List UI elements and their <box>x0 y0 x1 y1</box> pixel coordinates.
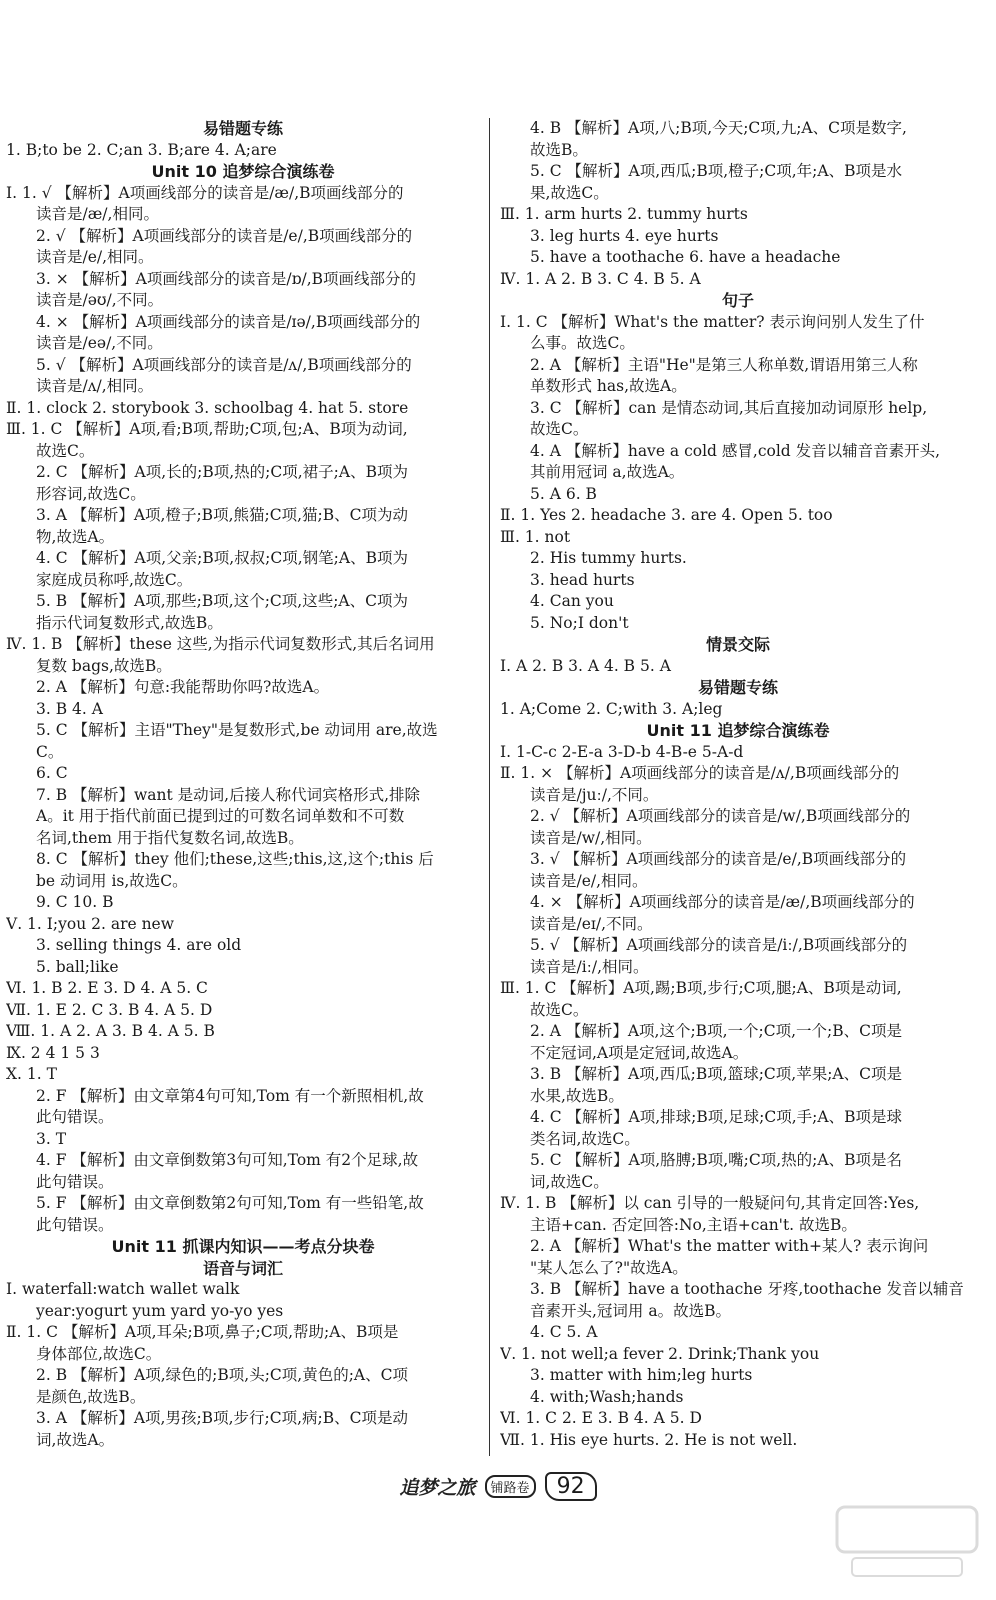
answer-line: Ⅰ. 1-C-c 2-E-a 3-D-b 4-B-e 5-A-d <box>500 742 744 761</box>
answer-line: 3. A 【解析】A项,男孩;B项,步行;C项,病;B、C项是动 <box>36 1409 408 1427</box>
answer-line: Ⅰ. 1. √ 【解析】A项画线部分的读音是/æ/,B项画线部分的 <box>6 183 404 202</box>
answer-line: 故选C。 <box>530 420 589 438</box>
answer-line: 5. C 【解析】A项,胳膊;B项,嘴;C项,热的;A、B项是名 <box>530 1151 902 1169</box>
answer-line: 2. √ 【解析】A项画线部分的读音是/w/,B项画线部分的 <box>530 807 911 825</box>
answer-line: 5. No;I don't <box>530 613 629 632</box>
answer-line: 5. ball;like <box>36 957 119 976</box>
answer-line: 名词,them 用于指代复数名词,故选B。 <box>36 828 304 847</box>
answer-line: 9. C 10. B <box>36 893 114 911</box>
answer-line: Ⅵ. 1. B 2. E 3. D 4. A 5. C <box>6 979 208 997</box>
answer-line: 词,故选C。 <box>530 1172 609 1191</box>
page-number: 92 <box>545 1472 597 1501</box>
answer-line: 主语+can. 否定回答:No,主语+can't. 故选B。 <box>530 1215 857 1234</box>
answer-line: Ⅲ. 1. C 【解析】A项,看;B项,帮助;C项,包;A、B项为动词, <box>6 420 408 438</box>
answer-line: C。 <box>36 742 64 761</box>
answer-line: be 动词用 is,故选C。 <box>36 871 188 890</box>
answer-line: 3. selling things 4. are old <box>36 936 242 954</box>
answer-line: year:yogurt yum yard yo-yo yes <box>36 1301 284 1320</box>
answer-line: "某人怎么了?"故选A。 <box>530 1258 688 1277</box>
right-column <box>500 118 976 1451</box>
answer-line: 4. A 【解析】have a cold 感冒,cold 发音以辅音音素开头, <box>530 441 941 460</box>
answer-line: 2. √ 【解析】A项画线部分的读音是/e/,B项画线部分的 <box>36 226 413 245</box>
answer-line: Ⅷ. 1. A 2. A 3. B 4. A 5. B <box>6 1022 215 1040</box>
section-heading: 情景交际 <box>705 635 770 654</box>
answer-line: 4. × 【解析】A项画线部分的读音是/æ/,B项画线部分的 <box>530 893 915 911</box>
answer-line: Ⅲ. 1. not <box>500 527 571 546</box>
answer-line: 5. A 6. B <box>530 484 597 503</box>
answer-line: 3. matter with him;leg hurts <box>530 1366 753 1384</box>
answer-line: 家庭成员称呼,故选C。 <box>36 570 193 589</box>
answer-line: 么事。故选C。 <box>530 334 635 352</box>
answer-line: 音素开头,冠词用 a。故选B。 <box>530 1301 731 1320</box>
answer-line: 2. A 【解析】主语"He"是第三人称单数,谓语用第三人称 <box>530 355 918 374</box>
answer-line: 2. B 【解析】A项,绿色的;B项,头;C项,黄色的;A、C项 <box>36 1366 408 1384</box>
answer-line: Ⅴ. 1. not well;a fever 2. Drink;Thank you <box>500 1344 820 1363</box>
answer-line: Ⅱ. 1. Yes 2. headache 3. are 4. Open 5. too <box>500 506 833 524</box>
answer-line: 4. × 【解析】A项画线部分的读音是/ɪə/,B项画线部分的 <box>36 312 421 331</box>
answer-line: Ⅱ. 1. × 【解析】A项画线部分的读音是/ʌ/,B项画线部分的 <box>500 764 900 782</box>
answer-line: 4. with;Wash;hands <box>530 1387 684 1406</box>
answer-line: Ⅳ. 1. B 【解析】these 这些,为指示代词复数形式,其后名词用 <box>6 635 435 653</box>
answer-line: 水果,故选B。 <box>530 1086 624 1105</box>
answer-line: 读音是/eə/,不同。 <box>36 334 163 352</box>
answer-line: 读音是/e/,相同。 <box>530 871 648 890</box>
answer-line: Ⅹ. 1. T <box>6 1065 57 1083</box>
answer-line: 4. C 【解析】A项,父亲;B项,叔叔;C项,钢笔;A、B项为 <box>36 549 408 567</box>
column-divider <box>489 118 490 1456</box>
answer-line: 读音是/iː/,相同。 <box>530 957 649 976</box>
answer-line: Ⅰ. A 2. B 3. A 4. B 5. A <box>500 656 671 675</box>
answer-line: 单数形式 has,故选A。 <box>530 377 687 395</box>
answer-line: Ⅴ. 1. I;you 2. are new <box>6 914 174 933</box>
answer-line: 此句错误。 <box>36 1172 114 1191</box>
answer-line: Ⅱ. 1. clock 2. storybook 3. schoolbag 4. hat 5. store <box>6 398 409 417</box>
left-column <box>6 118 480 1451</box>
answer-line: 4. C 5. A <box>530 1323 598 1341</box>
answer-line: 2. A 【解析】A项,这个;B项,一个;C项,一个;B、C项是 <box>530 1022 902 1040</box>
answer-line: A。it 用于指代前面已提到过的可数名词单数和不可数 <box>36 807 405 825</box>
answer-line: 3. A 【解析】A项,橙子;B项,熊猫;C项,猫;B、C项为动 <box>36 506 408 524</box>
answer-line: 是颜色,故选B。 <box>36 1387 146 1406</box>
section-heading: 易错题专练 <box>697 678 778 697</box>
answer-line: 8. C 【解析】they 他们;these,这些;this,这,这个;this 后 <box>36 850 434 868</box>
section-heading: Unit 10 追梦综合演练卷 <box>151 162 335 181</box>
answer-line: 3. C 【解析】can 是情态动词,其后直接加动词原形 help, <box>530 398 928 417</box>
answer-line: 读音是/eɪ/,不同。 <box>530 914 653 933</box>
watermark-logo <box>832 1502 982 1582</box>
answer-line: 4. F 【解析】由文章倒数第3句可知,Tom 有2个足球,故 <box>36 1151 419 1169</box>
answer-line: Ⅳ. 1. A 2. B 3. C 4. B 5. A <box>500 269 701 288</box>
answer-line: 4. C 【解析】A项,排球;B项,足球;C项,手;A、B项是球 <box>530 1108 902 1126</box>
answer-line: 5. B 【解析】A项,那些;B项,这个;C项,这些;A、C项为 <box>36 592 408 610</box>
answer-line: 身体部位,故选C。 <box>36 1344 162 1363</box>
answer-line: 4. Can you <box>530 592 614 610</box>
answer-line: 词,故选A。 <box>36 1430 115 1449</box>
answer-line: 1. B;to be 2. C;an 3. B;are 4. A;are <box>6 140 277 159</box>
answer-line: 3. T <box>36 1129 67 1148</box>
answer-line: 物,故选A。 <box>36 527 115 546</box>
answer-line: 2. F 【解析】由文章第4句可知,Tom 有一个新照相机,故 <box>36 1086 424 1105</box>
series-badge: 铺路卷 <box>485 1475 536 1498</box>
answer-line: 5. √ 【解析】A项画线部分的读音是/iː/,B项画线部分的 <box>530 936 908 954</box>
answer-line: 4. B 【解析】A项,八;B项,今天;C项,九;A、C项是数字, <box>530 119 907 137</box>
answer-line: Ⅸ. 2 4 1 5 3 <box>6 1043 100 1062</box>
section-heading: Unit 11 追梦综合演练卷 <box>646 721 830 740</box>
answer-line: Ⅰ. waterfall:watch wallet walk <box>6 1280 240 1298</box>
answer-line: 此句错误。 <box>36 1108 114 1126</box>
answer-line: 读音是/æ/,相同。 <box>36 205 159 223</box>
answer-line: Ⅱ. 1. C 【解析】A项,耳朵;B项,鼻子;C项,帮助;A、B项是 <box>6 1323 399 1341</box>
section-heading: 易错题专练 <box>202 119 283 138</box>
answer-line: 1. A;Come 2. C;with 3. A;leg <box>500 699 723 718</box>
answer-line: 故选B。 <box>530 140 588 159</box>
answer-line: 2. A 【解析】句意:我能帮助你吗?故选A。 <box>36 678 330 696</box>
answer-line: 3. × 【解析】A项画线部分的读音是/ɒ/,B项画线部分的 <box>36 269 417 288</box>
answer-line: Ⅰ. 1. C 【解析】What's the matter? 表示询问别人发生了什 <box>500 312 925 331</box>
answer-line: Ⅲ. 1. arm hurts 2. tummy hurts <box>500 205 748 223</box>
section-heading: 句子 <box>721 291 754 310</box>
answer-line: Ⅲ. 1. C 【解析】A项,踢;B项,步行;C项,腿;A、B项是动词, <box>500 979 902 997</box>
answer-line: 3. B 【解析】have a toothache 牙疼,toothache 发音以辅音 <box>530 1280 964 1298</box>
answer-line: 3. leg hurts 4. eye hurts <box>530 226 719 245</box>
answer-line: 不定冠词,A项是定冠词,故选A。 <box>530 1043 749 1062</box>
answer-line: Ⅶ. 1. E 2. C 3. B 4. A 5. D <box>6 1000 213 1019</box>
answer-line: 7. B 【解析】want 是动词,后接人称代词宾格形式,排除 <box>36 785 421 804</box>
answer-line: 5. C 【解析】A项,西瓜;B项,橙子;C项,年;A、B项是水 <box>530 162 902 180</box>
answer-line: 读音是/juː/,不同。 <box>530 785 659 804</box>
answer-line: 读音是/əʊ/,不同。 <box>36 291 164 309</box>
answer-line: 读音是/e/,相同。 <box>36 248 154 266</box>
answer-line: 此句错误。 <box>36 1215 114 1234</box>
section-heading: 语音与词汇 <box>202 1258 283 1278</box>
answer-line: 果,故选C。 <box>530 183 609 202</box>
answer-line: 5. √ 【解析】A项画线部分的读音是/ʌ/,B项画线部分的 <box>36 355 412 374</box>
answer-line: 2. His tummy hurts. <box>530 549 687 567</box>
answer-line: Ⅵ. 1. C 2. E 3. B 4. A 5. D <box>500 1409 702 1427</box>
answer-line: 其前用冠词 a,故选A。 <box>530 463 685 481</box>
answer-line: 5. F 【解析】由文章倒数第2句可知,Tom 有一些铅笔,故 <box>36 1194 424 1212</box>
answer-line: 6. C <box>36 764 68 782</box>
answer-line: 2. A 【解析】What's the matter with+某人? 表示询问 <box>530 1237 929 1255</box>
answer-line: 5. C 【解析】主语"They"是复数形式,be 动词用 are,故选 <box>36 721 438 739</box>
answer-line: 复数 bags,故选B。 <box>36 656 172 675</box>
answer-line: 2. C 【解析】A项,长的;B项,热的;C项,裙子;A、B项为 <box>36 463 408 481</box>
answer-line: 指示代词复数形式,故选B。 <box>36 613 223 632</box>
answer-line: 3. √ 【解析】A项画线部分的读音是/e/,B项画线部分的 <box>530 850 907 868</box>
answer-line: 3. B 4. A <box>36 699 103 718</box>
answer-line: Ⅳ. 1. B 【解析】以 can 引导的一般疑问句,其肯定回答:Yes, <box>500 1194 920 1212</box>
answer-line: 5. have a toothache 6. have a headache <box>530 248 841 266</box>
answer-line: 形容词,故选C。 <box>36 484 146 503</box>
answer-line: 故选C。 <box>36 441 95 460</box>
brand-logo: 追梦之旅 <box>399 1477 476 1499</box>
answer-line: 故选C。 <box>530 1000 589 1019</box>
answer-line: 类名词,故选C。 <box>530 1129 640 1148</box>
answer-line: 3. B 【解析】A项,西瓜;B项,篮球;C项,苹果;A、C项是 <box>530 1065 902 1083</box>
answer-line: 3. head hurts <box>530 570 635 589</box>
answer-line: Ⅶ. 1. His eye hurts. 2. He is not well. <box>500 1430 798 1449</box>
answer-line: 读音是/ʌ/,相同。 <box>36 377 154 395</box>
answer-line: 读音是/w/,相同。 <box>530 828 652 847</box>
section-heading: Unit 11 抓课内知识——考点分块卷 <box>111 1237 375 1256</box>
